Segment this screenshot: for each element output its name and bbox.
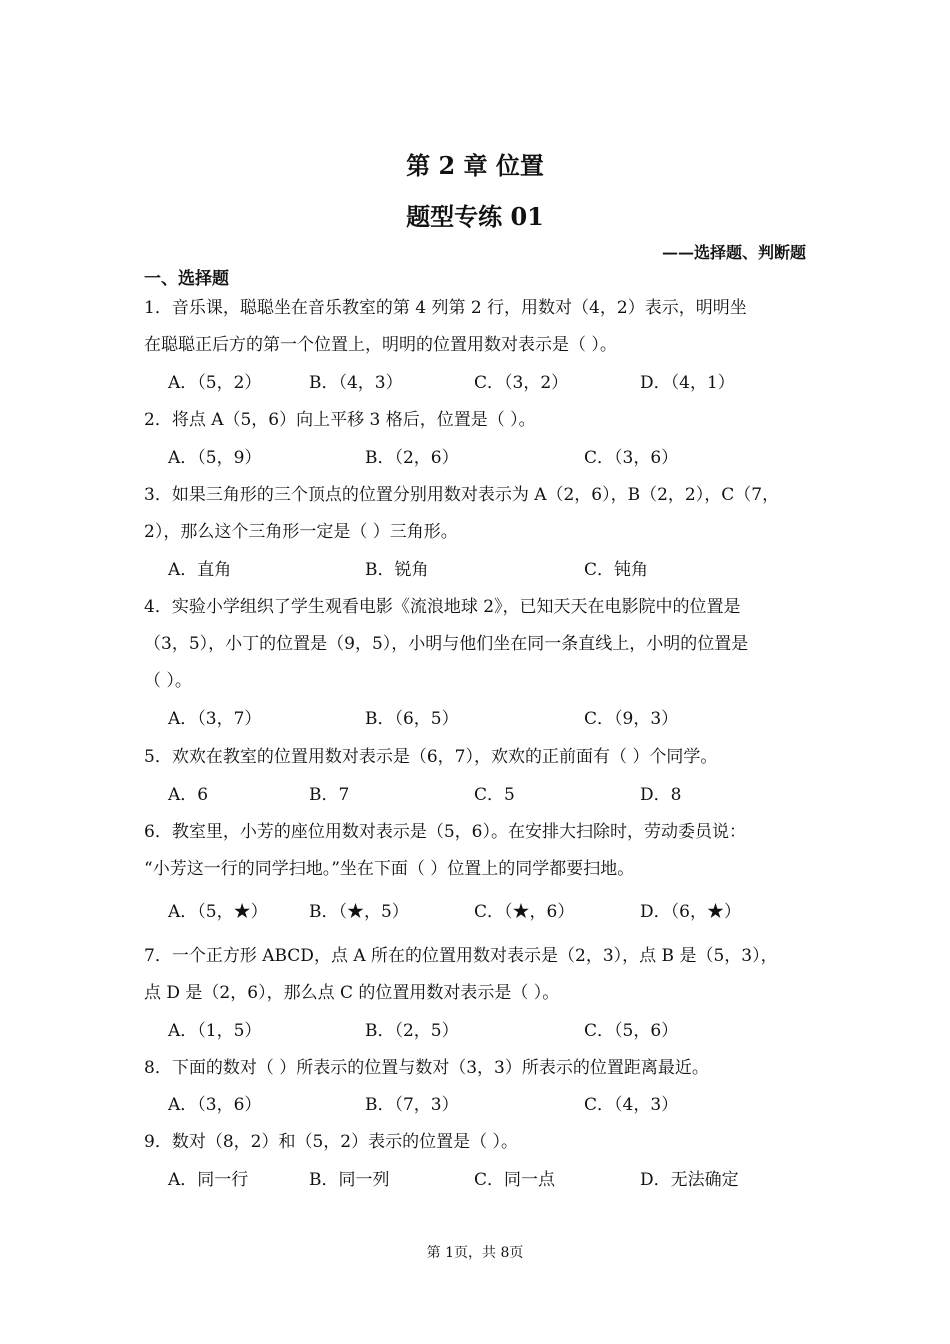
page-footer: 第 1页，共 8页 [426, 1245, 524, 1261]
question-6-line-2: “小芳这一行的同学扫地。”坐在下面（ ）位置上的同学都要扫地。 [144, 859, 635, 879]
question-9-option-d: D．无法确定 [640, 1170, 739, 1190]
question-9-option-b: B．同一列 [309, 1170, 390, 1190]
question-7-option-c: C．（5，6） [584, 1021, 679, 1041]
question-3-line-1: 3．如果三角形的三个顶点的位置分别用数对表示为 A（2，6），B（2，2），C（7， [144, 485, 780, 505]
question-6-option-b: B．（★，5） [309, 902, 409, 922]
question-6-line-1: 6．教室里，小芳的座位用数对表示是（5，6）。在安排大扫除时，劳动委员说： [144, 822, 746, 842]
question-1-line-2: 在聪聪正后方的第一个位置上，明明的位置用数对表示是（ ）。 [144, 335, 617, 355]
question-4-option-c: C．（9，3） [584, 709, 679, 729]
question-1-line-1: 1．音乐课，聪聪坐在音乐教室的第 4 列第 2 行，用数对（4，2）表示，明明坐 [144, 298, 747, 318]
question-1-option-d: D．（4，1） [640, 373, 735, 393]
question-2-line-1: 2．将点 A（5，6）向上平移 3 格后，位置是（ ）。 [144, 410, 536, 430]
question-9-option-a: A．同一行 [168, 1170, 249, 1190]
question-3-option-c: C．钝角 [584, 560, 649, 580]
question-3-line-2: 2），那么这个三角形一定是（ ）三角形。 [144, 522, 458, 542]
question-6-option-a: A．（5，★） [168, 902, 268, 922]
question-5-option-c: C．5 [474, 785, 515, 805]
question-8-option-a: A．（3，6） [168, 1095, 262, 1115]
question-1-option-c: C．（3，2） [474, 373, 569, 393]
question-4-line-1: 4．实验小学组织了学生观看电影《流浪地球 2》，已知天天在电影院中的位置是 [144, 597, 741, 617]
section-title: 一、选择题 [144, 269, 229, 289]
question-4-line-2: （3，5），小丁的位置是（9，5），小明与他们坐在同一条直线上，小明的位置是 [144, 634, 749, 654]
question-2-option-c: C．（3，6） [584, 448, 679, 468]
question-5-line-1: 5．欢欢在教室的位置用数对表示是（6，7），欢欢的正前面有（ ）个同学。 [144, 747, 718, 767]
question-8-option-b: B．（7，3） [365, 1095, 459, 1115]
question-6-option-c: C．（★，6） [474, 902, 575, 922]
question-2-option-b: B．（2，6） [365, 448, 459, 468]
question-5-option-d: D．8 [640, 785, 682, 805]
question-1-option-a: A．（5，2） [168, 373, 262, 393]
question-8-option-c: C．（4，3） [584, 1095, 679, 1115]
set-title: 题型专练 01 [406, 202, 544, 231]
question-9-line-1: 9．数对（8，2）和（5，2）表示的位置是（ ）。 [144, 1132, 518, 1152]
question-7-line-2: 点 D 是（2，6），那么点 C 的位置用数对表示是（ ）。 [144, 983, 560, 1003]
question-6-option-d: D．（6，★） [640, 902, 741, 922]
question-8-line-1: 8．下面的数对（ ）所表示的位置与数对（3，3）所表示的位置距离最近。 [144, 1058, 709, 1078]
question-1-option-b: B．（4，3） [309, 373, 403, 393]
question-7-line-1: 7．一个正方形 ABCD，点 A 所在的位置用数对表示是（2，3），点 B 是（5，3）， [144, 946, 778, 966]
question-4-line-3: （ ）。 [144, 671, 192, 691]
question-4-option-a: A．（3，7） [168, 709, 262, 729]
subtitle: ——选择题、判断题 [661, 243, 806, 262]
question-3-option-a: A．直角 [168, 560, 232, 580]
question-2-option-a: A．（5，9） [168, 448, 262, 468]
question-5-option-b: B．7 [309, 785, 350, 805]
chapter-title: 第 2 章 位置 [406, 151, 544, 180]
question-5-option-a: A．6 [168, 785, 209, 805]
question-7-option-b: B．（2，5） [365, 1021, 459, 1041]
question-4-option-b: B．（6，5） [365, 709, 459, 729]
question-3-option-b: B．锐角 [365, 560, 429, 580]
question-7-option-a: A．（1，5） [168, 1021, 262, 1041]
question-9-option-c: C．同一点 [474, 1170, 556, 1190]
